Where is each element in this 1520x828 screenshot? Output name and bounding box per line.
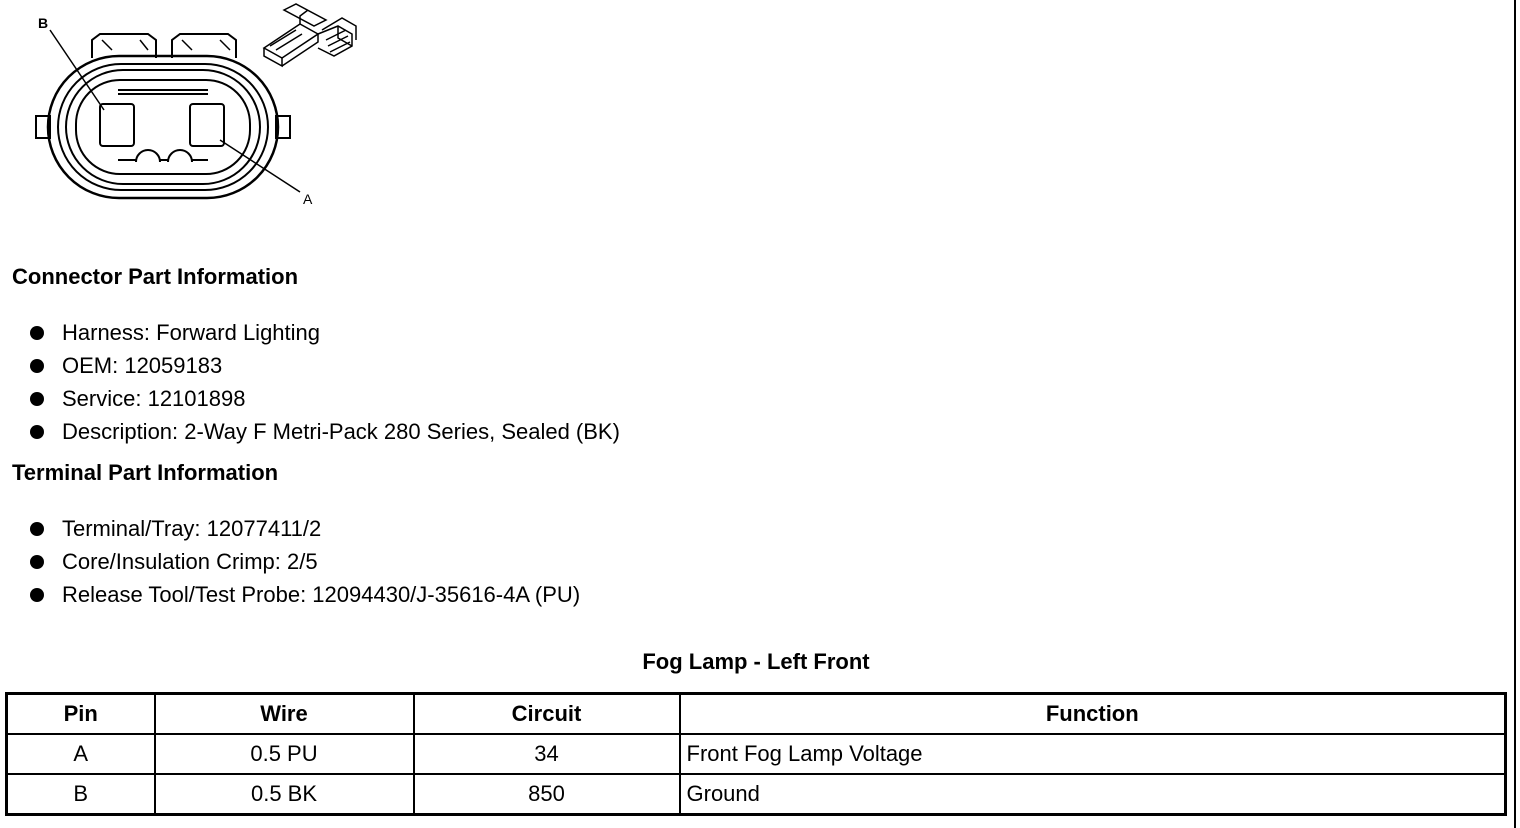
table-row (7, 774, 1506, 815)
list-item: Release Tool/Test Probe: 12094430/J-35616-4A (PU) (26, 578, 580, 611)
list-item: Terminal/Tray: 12077411/2 (26, 512, 580, 545)
page-border-right (1514, 0, 1516, 828)
cell-pin: A (7, 734, 155, 774)
cell-wire: 0.5 PU (155, 734, 414, 774)
header-function: Function (680, 694, 1506, 735)
cell-pin: B (7, 774, 155, 815)
bullet-icon (30, 555, 44, 569)
connector-thumbnail-icon (264, 4, 356, 66)
bullet-icon (30, 392, 44, 406)
connector-info-list (26, 316, 620, 448)
latch-left (92, 34, 156, 58)
connector-info-heading: Connector Part Information (12, 264, 299, 289)
cavity-a (190, 104, 224, 146)
bullet-icon (30, 522, 44, 536)
cavity-b (100, 104, 134, 146)
bullet-icon (30, 425, 44, 439)
cell-function: Front Fog Lamp Voltage (680, 734, 1506, 774)
list-item: Harness: Forward Lighting (26, 316, 620, 349)
list-item: Description: 2-Way F Metri-Pack 280 Series, Sealed (BK) (26, 415, 620, 448)
terminal-info-list (26, 512, 580, 611)
cell-wire: 0.5 BK (155, 774, 414, 815)
bullet-icon (30, 588, 44, 602)
list-item: Core/Insulation Crimp: 2/5 (26, 545, 580, 578)
list-item: Service: 12101898 (26, 382, 620, 415)
pinout-table (5, 692, 1507, 816)
cell-circuit: 850 (414, 774, 680, 815)
cell-function: Ground (680, 774, 1506, 815)
bullet-icon (30, 326, 44, 340)
table-caption: Fog Lamp - Left Front (642, 649, 870, 674)
header-circuit: Circuit (414, 694, 680, 735)
connector-face-diagram (0, 0, 380, 215)
pin-label-a: A (303, 191, 313, 207)
header-wire: Wire (155, 694, 414, 735)
table-header-row (7, 694, 1506, 735)
housing-ring (58, 64, 268, 190)
cell-circuit: 34 (414, 734, 680, 774)
terminal-info-heading: Terminal Part Information (12, 460, 279, 485)
bullet-icon (30, 359, 44, 373)
list-item: OEM: 12059183 (26, 349, 620, 382)
pin-label-b: B (38, 15, 49, 31)
table-row (7, 734, 1506, 774)
header-pin: Pin (7, 694, 155, 735)
